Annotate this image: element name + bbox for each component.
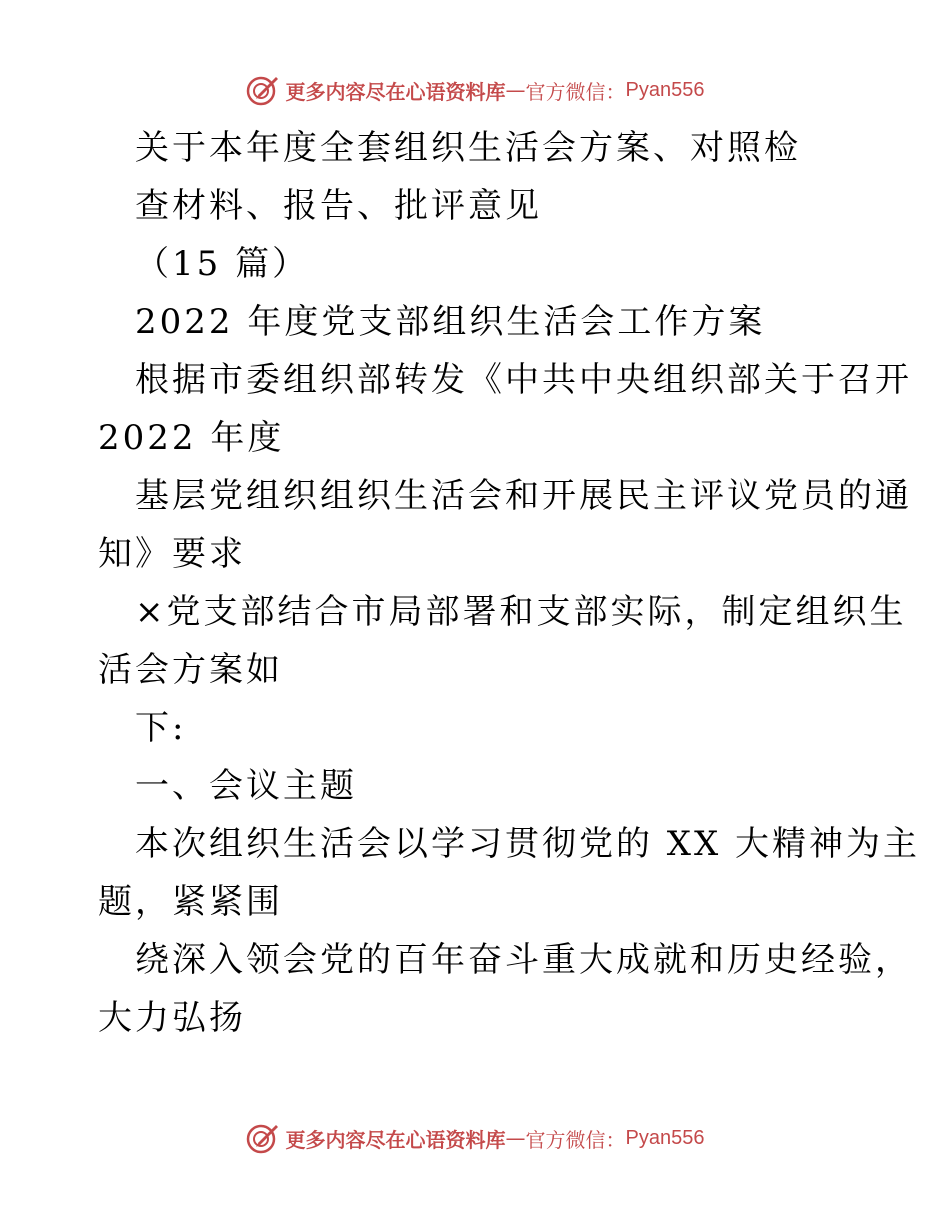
watermark-separator: — [505, 1126, 526, 1150]
quill-logo-icon [246, 1121, 280, 1155]
quill-logo-icon [246, 73, 280, 107]
doc-title-line-1: 关于本年度全套组织生活会方案、对照检 [135, 128, 801, 168]
paragraph-line: 根据市委组织部转发《中共中央组织部关于召开 [135, 360, 912, 400]
paragraph-line: 2022 年度 [98, 418, 285, 458]
paragraph-line: 大力弘扬 [98, 998, 246, 1038]
watermark-wechat-label: 官方微信： [525, 79, 626, 104]
watermark-wechat-label: 官方微信： [525, 1127, 626, 1152]
paragraph-line: 基层党组织组织生活会和开展民主评议党员的通 [135, 476, 912, 516]
paragraph-line: ×党支部结合市局部署和支部实际，制定组织生 [135, 592, 907, 632]
paragraph-line: 知》要求 [98, 534, 246, 574]
paragraph-line: 本次组织生活会以学习贯彻党的 XX 大精神为主 [135, 824, 921, 864]
paragraph-line: 活会方案如 [98, 650, 283, 690]
watermark-site-name: 更多内容尽在心语资料库 [285, 1127, 506, 1152]
header-watermark [0, 70, 950, 110]
paragraph-line: 绕深入领会党的百年奋斗重大成就和历史经验， [135, 940, 912, 980]
watermark-wechat-id: Pyan556 [625, 78, 705, 101]
doc-title-count: （15 篇） [135, 244, 310, 284]
subsection-heading: 一、会议主题 [135, 766, 357, 806]
watermark-separator: — [505, 78, 526, 102]
doc-title-line-2: 查材料、报告、批评意见 [135, 186, 542, 226]
paragraph-line: 下: [135, 708, 187, 748]
watermark-wechat-id: Pyan556 [625, 1126, 705, 1149]
watermark-site-name: 更多内容尽在心语资料库 [285, 79, 506, 104]
section-heading: 2022 年度党支部组织生活会工作方案 [135, 302, 766, 342]
paragraph-line: 题，紧紧围 [98, 882, 283, 922]
footer-watermark [0, 1118, 950, 1158]
